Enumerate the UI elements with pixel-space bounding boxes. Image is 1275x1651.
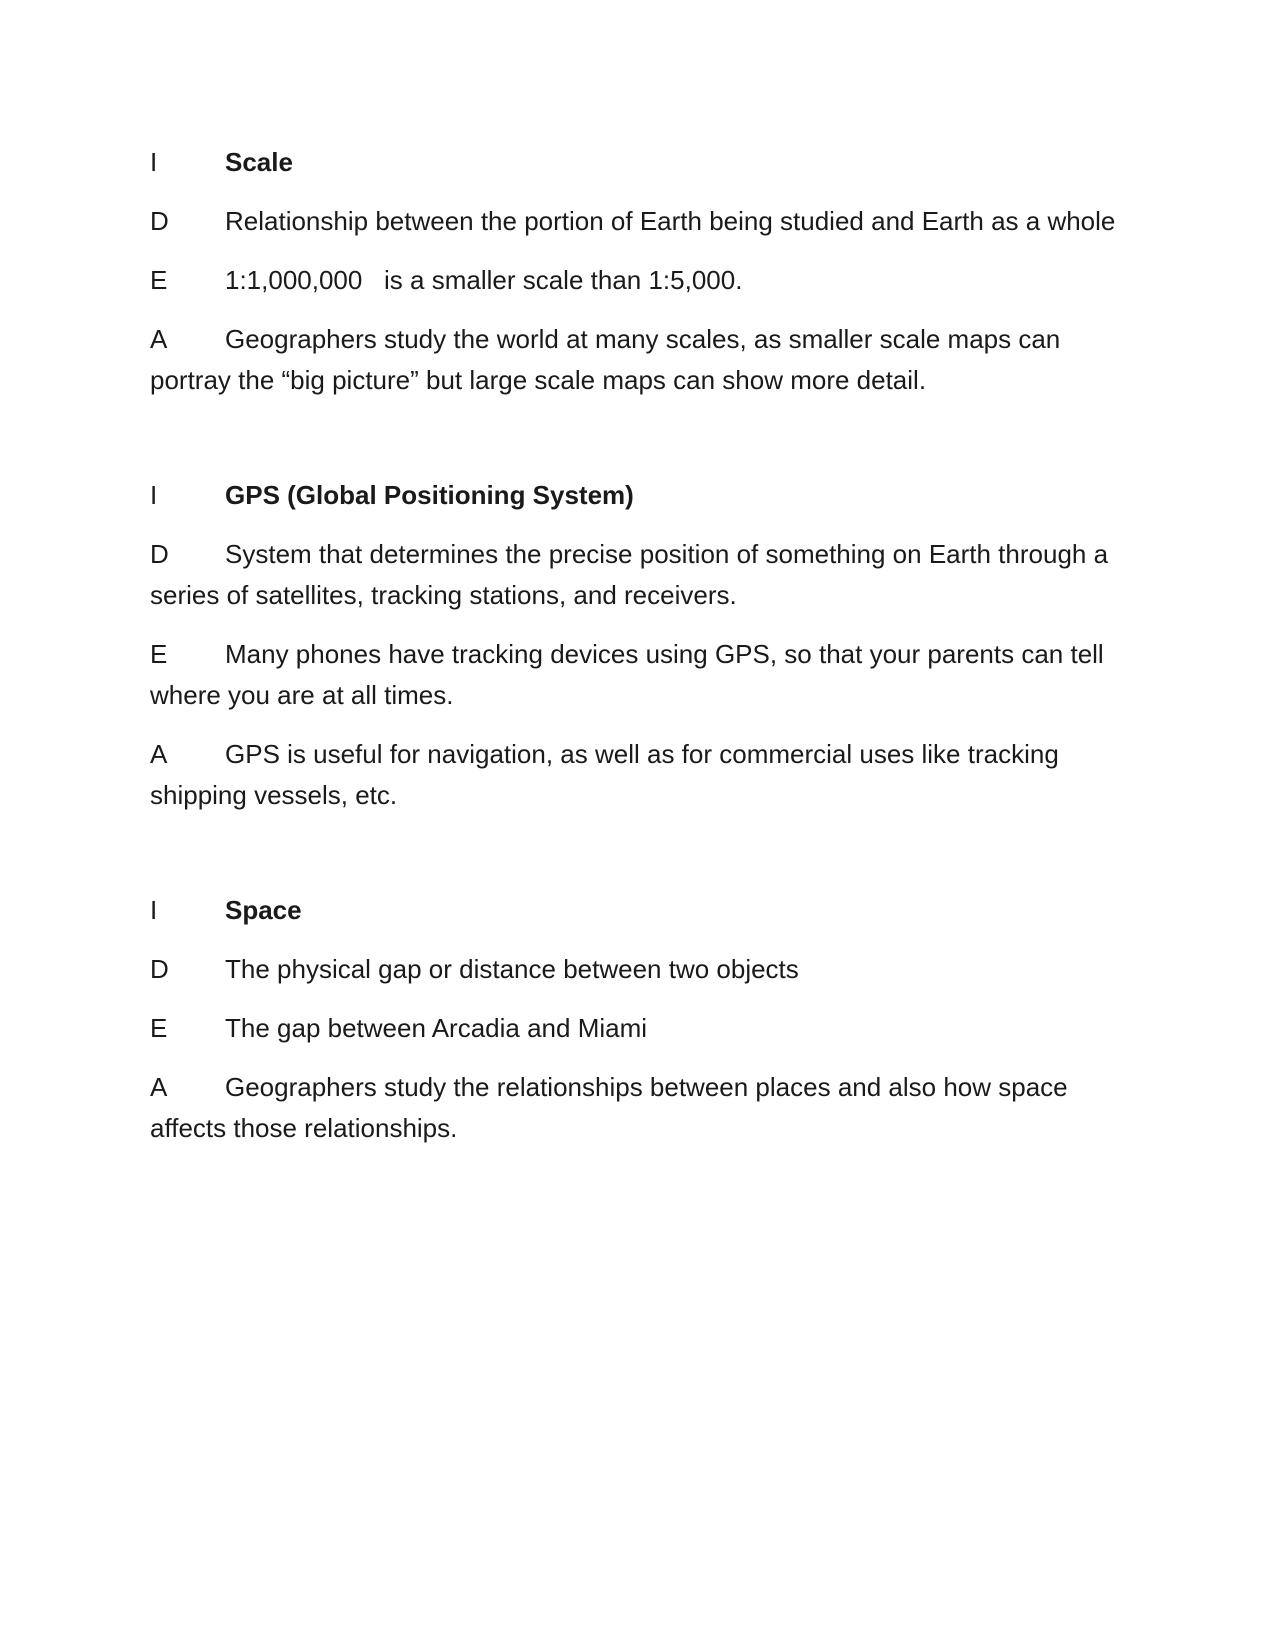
example-text: Many phones have tracking devices using GPS, so that your parents can tell where you are at all times. bbox=[150, 639, 1104, 710]
example-text: The gap between Arcadia and Miami bbox=[225, 1013, 648, 1043]
definition-text: System that determines the precise position of something on Earth through a series of satellites, tracking stations, and receivers. bbox=[150, 539, 1109, 610]
identify-key: I bbox=[150, 147, 158, 177]
identify-key: I bbox=[150, 480, 158, 510]
apply-key: A bbox=[150, 739, 168, 769]
example-key: E bbox=[150, 265, 168, 295]
definition-line bbox=[150, 949, 1140, 990]
example-line bbox=[150, 634, 1140, 716]
definition-line bbox=[150, 534, 1140, 616]
identify-key: I bbox=[150, 895, 158, 925]
term-text: GPS (Global Positioning System) bbox=[225, 480, 634, 510]
define-key: D bbox=[150, 539, 169, 569]
example-line bbox=[150, 260, 1140, 301]
define-key: D bbox=[150, 954, 169, 984]
term-line bbox=[150, 475, 1140, 516]
example-key: E bbox=[150, 1013, 168, 1043]
example-text: 1:1,000,000 is a smaller scale than 1:5,000. bbox=[225, 265, 743, 295]
definition-text: The physical gap or distance between two objects bbox=[225, 954, 799, 984]
define-key: D bbox=[150, 206, 169, 236]
term-text: Space bbox=[225, 895, 302, 925]
example-key: E bbox=[150, 639, 168, 669]
apply-key: A bbox=[150, 1072, 168, 1102]
application-line bbox=[150, 1067, 1140, 1149]
application-line bbox=[150, 734, 1140, 816]
apply-key: A bbox=[150, 324, 168, 354]
definition-text: Relationship between the portion of Earth being studied and Earth as a whole bbox=[225, 206, 1116, 236]
entry-space bbox=[150, 890, 1140, 1149]
term-text: Scale bbox=[225, 147, 293, 177]
document-page bbox=[150, 142, 1140, 1167]
application-text: GPS is useful for navigation, as well as for commercial uses like tracking shipping vessels, etc. bbox=[150, 739, 1059, 810]
application-text: Geographers study the relationships between places and also how space affects those relationships. bbox=[150, 1072, 1068, 1143]
entry-scale bbox=[150, 142, 1140, 401]
term-line bbox=[150, 142, 1140, 183]
application-text: Geographers study the world at many scales, as smaller scale maps can portray the “big picture” but large scale maps can show more detail. bbox=[150, 324, 1061, 395]
term-line bbox=[150, 890, 1140, 931]
example-line bbox=[150, 1008, 1140, 1049]
definition-line bbox=[150, 201, 1140, 242]
entry-gps bbox=[150, 475, 1140, 816]
application-line bbox=[150, 319, 1140, 401]
